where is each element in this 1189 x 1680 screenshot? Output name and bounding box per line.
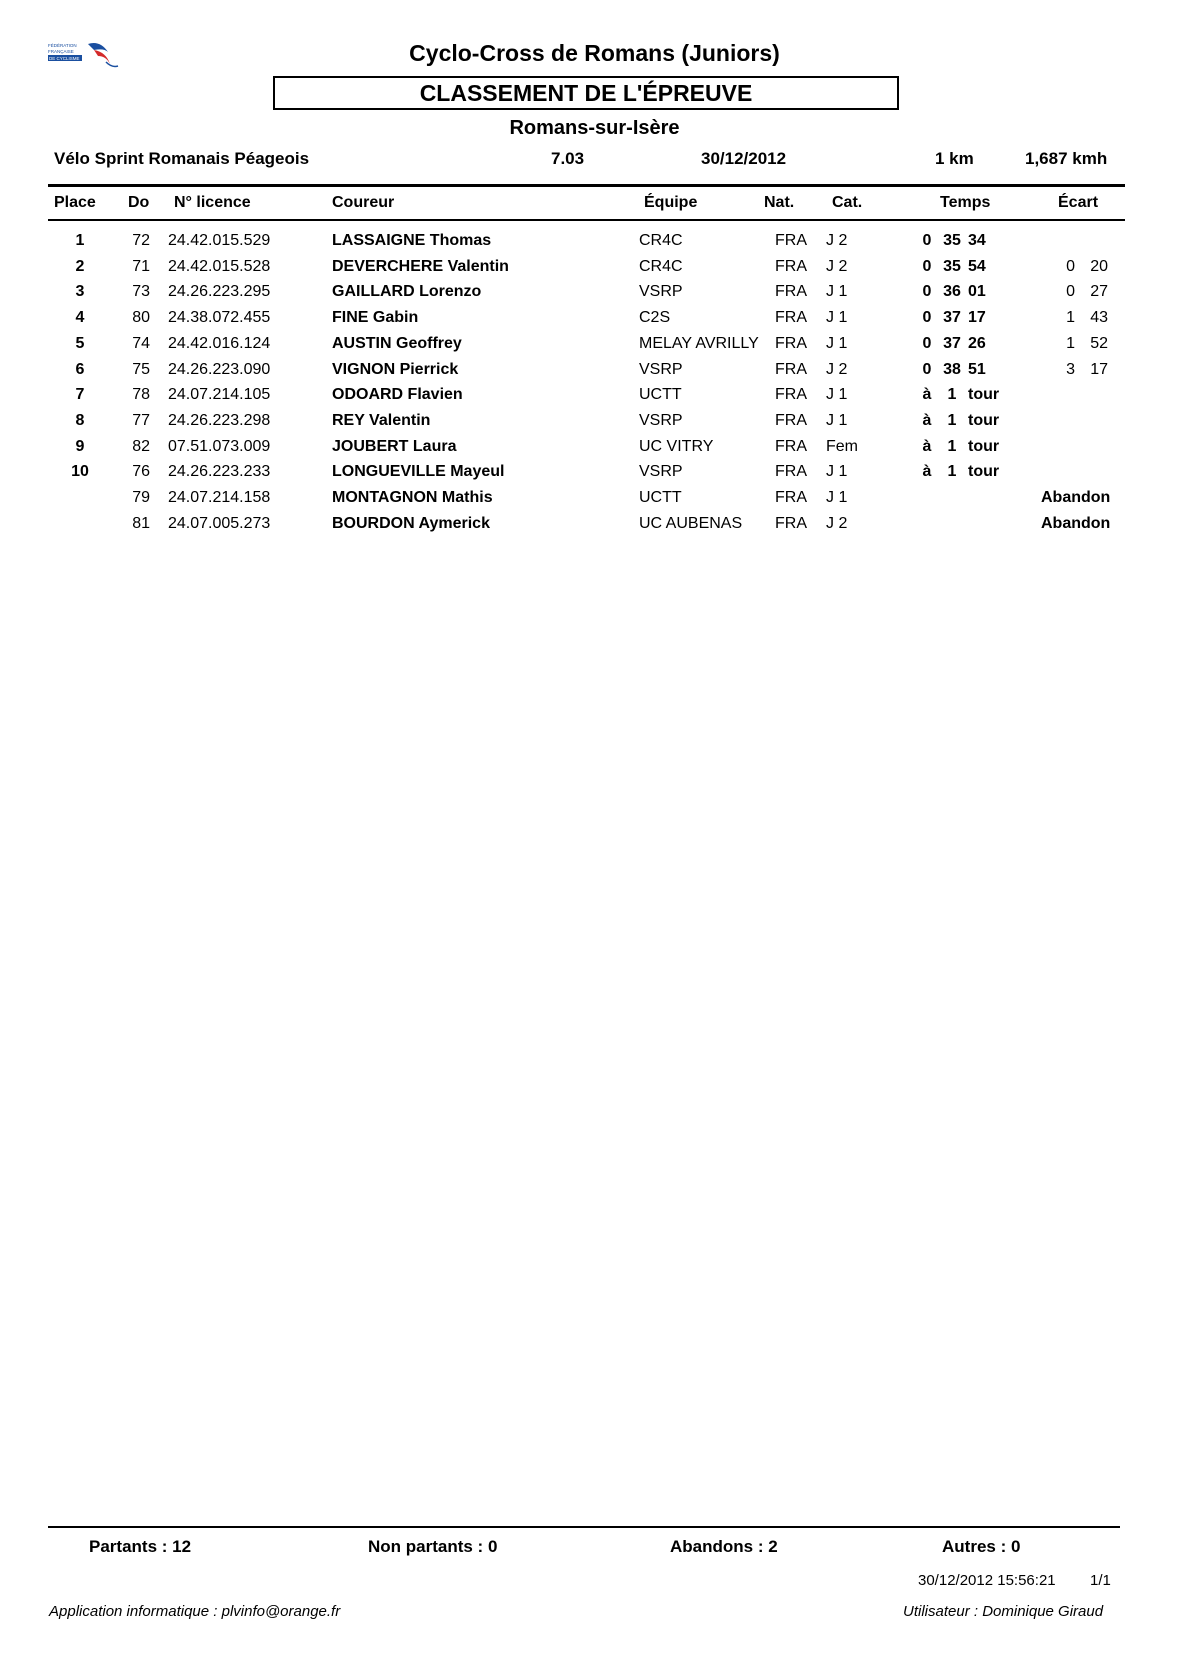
col-ecart: Écart (1058, 194, 1099, 211)
cell-place: 8 (75, 412, 85, 429)
cell-t1: 0 (922, 232, 932, 249)
cell-t1: 0 (922, 309, 932, 326)
cell-place: 7 (75, 386, 85, 403)
cell-cat: J 2 (826, 515, 848, 532)
col-equipe: Équipe (644, 194, 698, 211)
cell-e2: 52 (1090, 335, 1108, 352)
cell-t2: 1 (947, 463, 957, 480)
cell-t3: 51 (968, 361, 986, 378)
cell-name: REY Valentin (332, 412, 431, 429)
cell-licence: 24.26.223.090 (168, 361, 271, 378)
cell-cat: J 1 (826, 283, 848, 300)
cell-t1: à (922, 438, 932, 455)
cell-t2: 36 (943, 283, 961, 300)
cell-cat: J 1 (826, 412, 848, 429)
distance: 1 km (935, 149, 974, 168)
cell-name: BOURDON Aymerick (332, 515, 490, 532)
cell-t2: 37 (943, 335, 961, 352)
cell-place: 5 (75, 335, 85, 352)
cell-t3: 26 (968, 335, 986, 352)
cell-t2: 1 (947, 386, 957, 403)
cell-name: VIGNON Pierrick (332, 361, 459, 378)
cell-status: Abandon (1041, 515, 1111, 532)
cell-nat: FRA (775, 283, 807, 300)
cell-licence: 24.42.016.124 (168, 335, 271, 352)
cell-do: 75 (132, 361, 150, 378)
location: Romans-sur-Isère (509, 117, 680, 139)
cell-cat: Fem (826, 438, 858, 455)
page-number: 1/1 (1090, 1572, 1111, 1589)
cell-e2: 43 (1090, 309, 1108, 326)
cell-name: FINE Gabin (332, 309, 419, 326)
cell-nat: FRA (775, 489, 807, 506)
cell-nat: FRA (775, 412, 807, 429)
event-date: 30/12/2012 (701, 149, 787, 168)
cell-do: 72 (132, 232, 150, 249)
organizer: Vélo Sprint Romanais Péageois (54, 149, 310, 168)
cell-e1: 1 (1066, 335, 1075, 352)
cell-t1: 0 (922, 258, 932, 275)
cell-cat: J 1 (826, 335, 848, 352)
cell-name: GAILLARD Lorenzo (332, 283, 482, 300)
cell-nat: FRA (775, 232, 807, 249)
cell-name: ODOARD Flavien (332, 386, 463, 403)
cell-t3: tour (968, 412, 1000, 429)
cell-do: 71 (132, 258, 150, 275)
col-licence: N° licence (174, 194, 251, 211)
cell-name: LONGUEVILLE Mayeul (332, 463, 505, 480)
cell-cat: J 2 (826, 258, 848, 275)
average-speed: 1,687 kmh (1025, 149, 1108, 168)
cell-t3: 54 (968, 258, 986, 275)
summary-non-partants: Non partants : 0 (368, 1537, 498, 1556)
cell-do: 79 (132, 489, 150, 506)
cell-do: 77 (132, 412, 150, 429)
logo-line-3: DE CYCLISME (49, 56, 80, 61)
cell-licence: 24.26.223.233 (168, 463, 271, 480)
cell-team: CR4C (639, 258, 683, 275)
col-do: Do (128, 194, 150, 211)
cell-team: VSRP (639, 463, 683, 480)
cell-t2: 35 (943, 232, 961, 249)
cell-status: Abandon (1041, 489, 1111, 506)
header-top-rule (48, 184, 1125, 187)
col-nat: Nat. (764, 194, 795, 211)
cell-name: MONTAGNON Mathis (332, 489, 493, 506)
cell-place: 6 (75, 361, 85, 378)
cell-t1: 0 (922, 335, 932, 352)
cell-nat: FRA (775, 463, 807, 480)
logo-line-1: FÉDÉRATION (48, 43, 77, 48)
cell-licence: 24.26.223.298 (168, 412, 271, 429)
col-place: Place (54, 194, 96, 211)
classement-title: CLASSEMENT DE L'ÉPREUVE (273, 76, 899, 110)
cell-nat: FRA (775, 258, 807, 275)
cell-t2: 35 (943, 258, 961, 275)
cell-t3: tour (968, 463, 1000, 480)
cell-licence: 24.42.015.528 (168, 258, 271, 275)
cell-name: DEVERCHERE Valentin (332, 258, 509, 275)
cell-team: MELAY AVRILLY (639, 335, 759, 352)
cell-t3: tour (968, 438, 1000, 455)
cell-team: UCTT (639, 386, 682, 403)
cell-name: AUSTIN Geoffrey (332, 335, 462, 352)
cell-do: 80 (132, 309, 150, 326)
cell-place: 1 (75, 232, 85, 249)
cell-licence: 24.26.223.295 (168, 283, 271, 300)
cell-cat: J 2 (826, 361, 848, 378)
cell-nat: FRA (775, 386, 807, 403)
cell-licence: 24.07.214.105 (168, 386, 271, 403)
cell-place: 4 (75, 309, 85, 326)
cell-team: CR4C (639, 232, 683, 249)
print-timestamp: 30/12/2012 15:56:21 (918, 1572, 1056, 1589)
cell-t2: 1 (947, 438, 957, 455)
cell-place: 10 (71, 463, 89, 480)
cell-licence: 24.07.214.158 (168, 489, 271, 506)
cell-e2: 20 (1090, 258, 1108, 275)
cell-place: 2 (75, 258, 85, 275)
cell-name: LASSAIGNE Thomas (332, 232, 492, 249)
cell-t1: à (922, 386, 932, 403)
user-credit: Utilisateur : Dominique Giraud (903, 1603, 1104, 1620)
cell-team: C2S (639, 309, 671, 326)
cell-t2: 38 (943, 361, 961, 378)
cell-cat: J 1 (826, 463, 848, 480)
cell-team: VSRP (639, 412, 683, 429)
event-title: Cyclo-Cross de Romans (Juniors) (409, 40, 780, 66)
cell-t3: 01 (968, 283, 986, 300)
cell-team: UC VITRY (639, 438, 714, 455)
cell-nat: FRA (775, 361, 807, 378)
cell-do: 81 (132, 515, 150, 532)
cell-cat: J 1 (826, 309, 848, 326)
col-temps: Temps (940, 194, 991, 211)
cell-e1: 0 (1066, 258, 1075, 275)
cell-e1: 3 (1066, 361, 1075, 378)
cell-t3: 34 (968, 232, 986, 249)
cell-licence: 24.42.015.529 (168, 232, 271, 249)
cell-cat: J 1 (826, 489, 848, 506)
cell-place: 9 (75, 438, 85, 455)
footer-rule (48, 1526, 1120, 1528)
cell-t1: à (922, 412, 932, 429)
summary-partants: Partants : 12 (89, 1537, 192, 1556)
cell-do: 82 (132, 438, 150, 455)
cell-team: UCTT (639, 489, 682, 506)
application-credit: Application informatique : plvinfo@orange.fr (49, 1603, 341, 1620)
cell-nat: FRA (775, 335, 807, 352)
summary-abandons: Abandons : 2 (670, 1537, 778, 1556)
cell-licence: 07.51.073.009 (168, 438, 271, 455)
cell-e2: 27 (1090, 283, 1108, 300)
cell-nat: FRA (775, 515, 807, 532)
cell-cat: J 1 (826, 386, 848, 403)
col-coureur: Coureur (332, 194, 395, 211)
cell-t3: 17 (968, 309, 986, 326)
cell-cat: J 2 (826, 232, 848, 249)
cell-licence: 24.38.072.455 (168, 309, 271, 326)
cell-team: UC AUBENAS (639, 515, 743, 532)
cell-do: 73 (132, 283, 150, 300)
col-cat: Cat. (832, 194, 863, 211)
cell-nat: FRA (775, 438, 807, 455)
event-code: 7.03 (551, 149, 585, 168)
cell-e1: 0 (1066, 283, 1075, 300)
cell-t1: 0 (922, 283, 932, 300)
cell-t3: tour (968, 386, 1000, 403)
cell-t1: à (922, 463, 932, 480)
cell-nat: FRA (775, 309, 807, 326)
cell-team: VSRP (639, 283, 683, 300)
header-bottom-rule (48, 219, 1125, 221)
cell-t2: 1 (947, 412, 957, 429)
cell-t2: 37 (943, 309, 961, 326)
cell-e2: 17 (1090, 361, 1108, 378)
cell-do: 78 (132, 386, 150, 403)
cell-do: 76 (132, 463, 150, 480)
summary-autres: Autres : 0 (942, 1537, 1021, 1556)
cell-e1: 1 (1066, 309, 1075, 326)
cell-licence: 24.07.005.273 (168, 515, 271, 532)
cell-t1: 0 (922, 361, 932, 378)
logo-line-2: FRANÇAISE (48, 49, 74, 54)
cell-name: JOUBERT Laura (332, 438, 457, 455)
cell-place: 3 (75, 283, 85, 300)
cell-team: VSRP (639, 361, 683, 378)
cell-do: 74 (132, 335, 150, 352)
